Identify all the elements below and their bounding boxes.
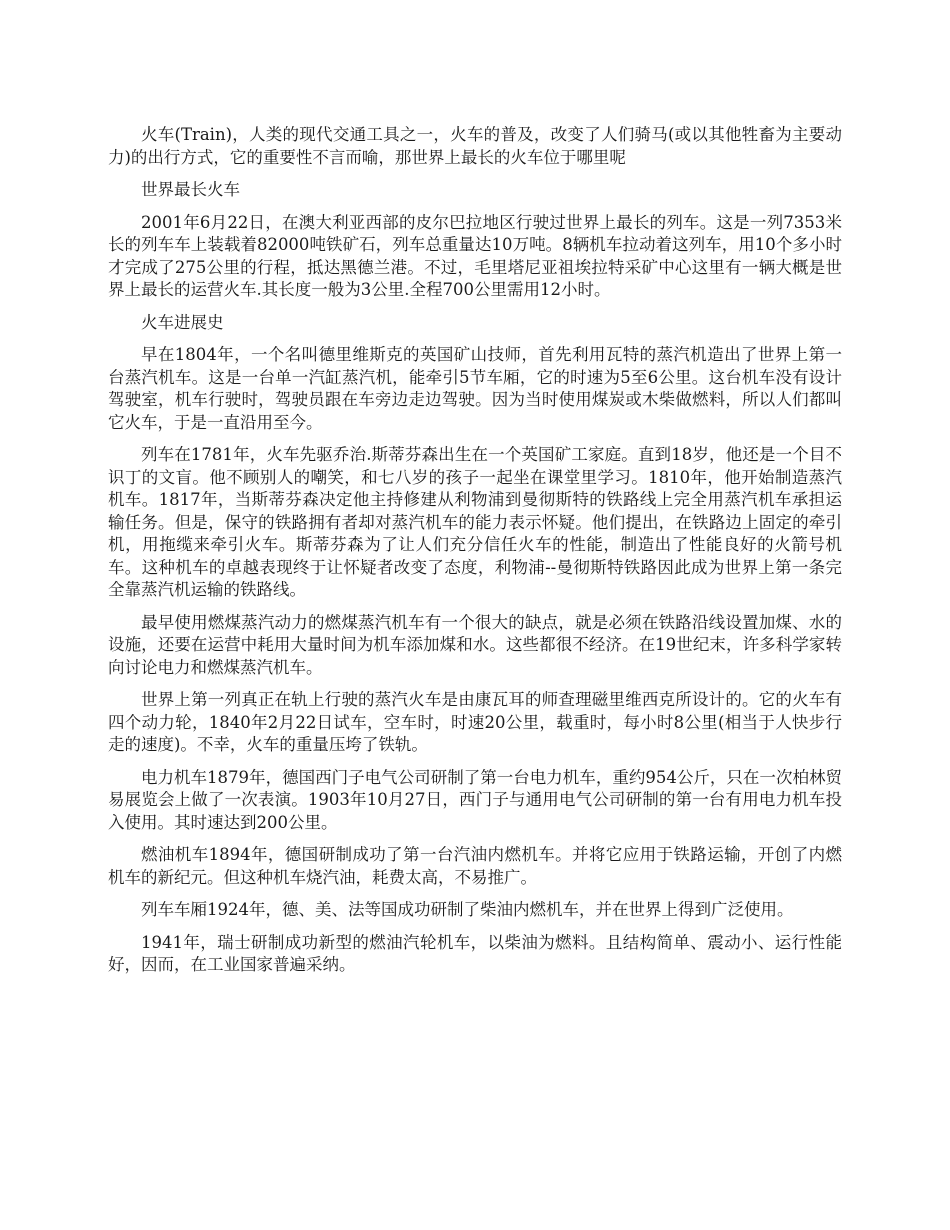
history-paragraph-coal-steam: 最早使用燃煤蒸汽动力的燃煤蒸汽机车有一个很大的缺点，就是必须在铁路沿线设置加煤、水的设施，还要在运营中耗用大量时间为机车添加煤和水。这些都很不经济。在19世纪末，许多科学家转向讨论电力和燃煤蒸汽机车。 — [108, 612, 842, 677]
history-paragraph-first-rail-steam: 世界上第一列真正在轨上行驶的蒸汽火车是由康瓦耳的师查理磁里维西克所设计的。它的火车有四个动力轮，1840年2月22日试车，空车时，时速20公里，载重时，每小时8公里(相当于人快步行走的速度)。不幸，火车的重量压垮了铁轨。 — [108, 690, 842, 754]
intro-paragraph: 火车(Train)，人类的现代交通工具之一，火车的普及，改变了人们骑马(或以其他牲畜为主要动力)的出行方式，它的重要性不言而喻，那世界上最长的火车位于哪里呢 — [108, 125, 842, 167]
history-paragraph-diesel: 列车车厢1924年，德、美、法等国成功研制了柴油内燃机车，并在世界上得到广泛使用。 — [141, 900, 794, 919]
history-paragraph-gas-turbine: 1941年，瑞士研制成功新型的燃油汽轮机车，以柴油为燃料。且结构简单、震动小、运行性能好，因而，在工业国家普遍采纳。 — [108, 932, 842, 974]
longest-train-paragraph: 2001年6月22日，在澳大利亚西部的皮尔巴拉地区行驶过世界上最长的列车。这是一列7353米长的列车车上装载着82000吨铁矿石，列车总重量达10万吨。8辆机车拉动着这列车，用10个多小时才完成了275公里的行程，抵达黑德兰港。不过，毛里塔尼亚祖埃拉特采矿中心这里有一辆大概是世界上最长的运营火车.其长度一般为3公里.全程700公里需用12小时。 — [108, 212, 842, 299]
section-heading-longest-train: 世界最长火车 — [141, 180, 240, 199]
history-paragraph-stephenson: 列车在1781年，火车先驱乔治.斯蒂芬森出生在一个英国矿工家庭。直到18岁，他还是一个目不识丁的文盲。他不顾别人的嘲笑，和七八岁的孩子一起坐在课堂里学习。1810年，他开始制造蒸汽机车。1817年，当斯蒂芬森决定他主持修建从利物浦到曼彻斯特的铁路线上完全用蒸汽机车承担运输任务。但是，保守的铁路拥有者却对蒸汽机车的能力表示怀疑。他们提出，在铁路边上固定的牵引机，用拖缆来牵引火车。斯蒂芬森为了让人们充分信任火车的性能，制造出了性能良好的火箭号机车。这种机车的卓越表现终于让怀疑者改变了态度，利物浦--曼彻斯特铁路因此成为世界上第一条完全靠蒸汽机运输的铁路线。 — [108, 445, 842, 599]
document-body — [108, 124, 842, 987]
history-paragraph-electric: 电力机车1879年，德国西门子电气公司研制了第一台电力机车，重约954公斤，只在一次柏林贸易展览会上做了一次表演。1903年10月27日，西门子与通用电气公司研制的第一台有用电力机车投入使用。其时速达到200公里。 — [108, 767, 842, 832]
section-heading-history: 火车进展史 — [141, 312, 224, 332]
history-paragraph-oil: 燃油机车1894年，德国研制成功了第一台汽油内燃机车。并将它应用于铁路运输，开创了内燃机车的新纪元。但这种机车烧汽油，耗费太高，不易推广。 — [108, 845, 842, 887]
history-paragraph-1804: 早在1804年，一个名叫德里维斯克的英国矿山技师，首先利用瓦特的蒸汽机造出了世界上第一台蒸汽机车。这是一台单一汽缸蒸汽机，能牵引5节车厢，它的时速为5至6公里。这台机车没有设计驾驶室，机车行驶时，驾驶员跟在车旁边走边驾驶。因为当时使用煤炭或木柴做燃料，所以人们都叫它火车，于是一直沿用至今。 — [108, 345, 842, 432]
